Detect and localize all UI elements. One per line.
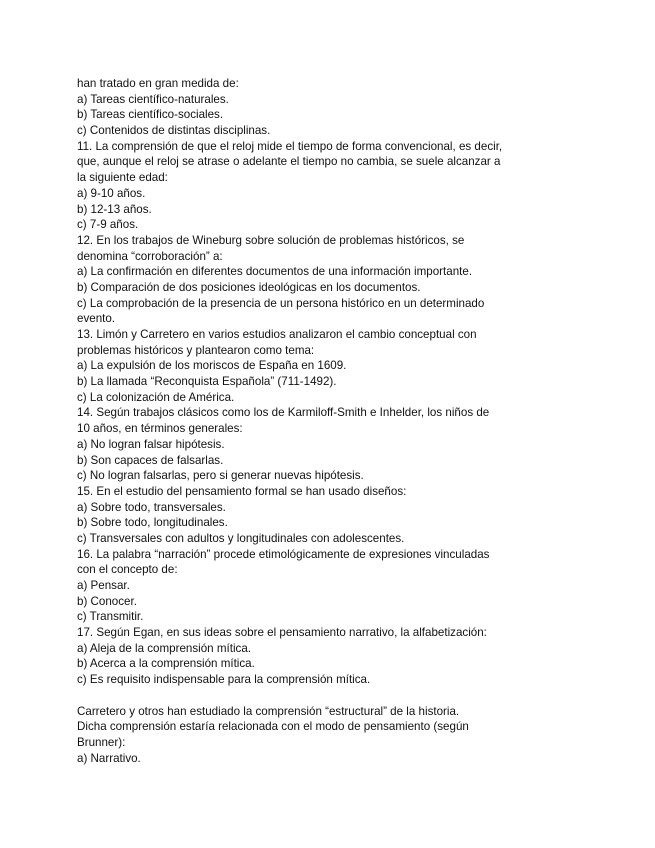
text-line: a) 9-10 años. <box>77 186 146 200</box>
text-line: a) Pensar. <box>77 579 130 592</box>
text-line: evento. <box>77 312 116 326</box>
text-line: c) 7-9 años. <box>77 218 139 232</box>
text-line: c) Transmitir. <box>77 610 144 624</box>
text-line: c) La comprobación de la presencia de un persona histórico en un determinado <box>77 296 485 310</box>
question-17: 17. Según Egan, en sus ideas sobre el pensamiento narrativo, la alfabetización: <box>77 626 487 640</box>
text-line: Dicha comprensión estaría relacionada con el modo de pensamiento (según <box>77 720 469 734</box>
text-line: b) 12-13 años. <box>77 202 152 216</box>
text-line: con el concepto de: <box>77 563 178 577</box>
text-line: a) Aleja de la comprensión mítica. <box>77 641 251 655</box>
text-line: b) Comparación de dos posiciones ideológicas en los documentos. <box>77 280 421 294</box>
question-13: 13. Limón y Carretero en varios estudios analizaron el cambio conceptual con <box>77 328 477 341</box>
text-line: b) Tareas científico-sociales. <box>77 108 224 122</box>
text-line: han tratado en gran medida de: <box>77 77 239 90</box>
text-line: c) Transversales con adultos y longitudinales con adolescentes. <box>77 531 405 545</box>
text-line: c) Es requisito indispensable para la comprensión mítica. <box>77 673 371 687</box>
question-15: 15. En el estudio del pensamiento formal se han usado diseños: <box>77 484 407 498</box>
text-line: a) La expulsión de los moriscos de España en 1609. <box>77 359 347 373</box>
text-line: a) Sobre todo, transversales. <box>77 500 226 514</box>
text-line: Brunner): <box>77 735 126 749</box>
text-line: b) La llamada “Reconquista Española” (711-1492). <box>77 375 337 389</box>
paragraph-gap <box>77 688 527 704</box>
text-line: a) Narrativo. <box>77 751 141 765</box>
text-line: c) La colonización de América. <box>77 390 235 404</box>
question-11: 11. La comprensión de que el reloj mide el tiempo de forma convencional, es decir, <box>77 139 503 153</box>
question-14: 14. Según trabajos clásicos como los de Karmiloff-Smith e Inhelder, los niños de <box>77 406 490 420</box>
question-16: 16. La palabra “narración” procede etimológicamente de expresiones vinculadas <box>77 547 490 561</box>
question-12: 12. En los trabajos de Wineburg sobre solución de problemas históricos, se <box>77 233 465 247</box>
document-text <box>77 76 527 766</box>
text-line: b) Acerca a la comprensión mítica. <box>77 657 255 671</box>
text-line: Carretero y otros han estudiado la comprensión “estructural” de la historia. <box>77 704 460 718</box>
text-line: problemas históricos y plantearon como tema: <box>77 343 315 357</box>
text-line: b) Sobre todo, longitudinales. <box>77 516 228 530</box>
text-line: a) No logran falsar hipótesis. <box>77 437 225 451</box>
text-line: b) Conocer. <box>77 594 137 608</box>
text-line: b) Son capaces de falsarlas. <box>77 453 224 467</box>
text-line: que, aunque el reloj se atrase o adelante el tiempo no cambia, se suele alcanzar a <box>77 155 501 169</box>
text-line: a) La confirmación en diferentes documentos de una información importante. <box>77 265 473 279</box>
text-line: c) No logran falsarlas, pero si generar nuevas hipótesis. <box>77 469 364 483</box>
text-line: 10 años, en términos generales: <box>77 422 243 436</box>
text-line: denomina “corroboración” a: <box>77 249 223 263</box>
text-line: la siguiente edad: <box>77 171 168 185</box>
text-line: c) Contenidos de distintas disciplinas. <box>77 124 271 138</box>
text-line: a) Tareas científico-naturales. <box>77 92 229 106</box>
